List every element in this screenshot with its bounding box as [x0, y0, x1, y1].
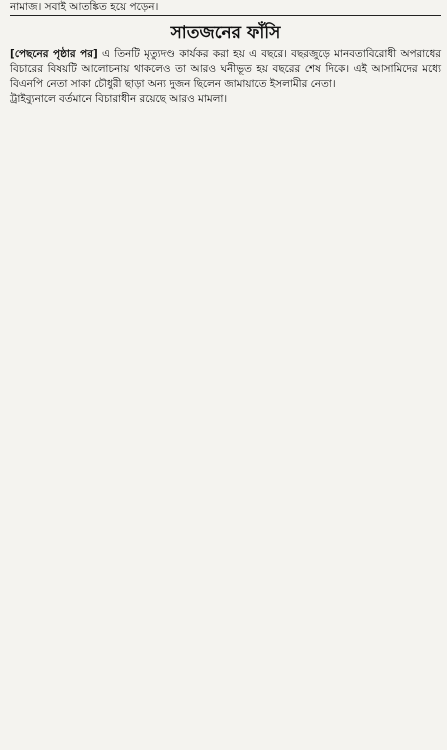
paragraph-text: এ তিনটি মৃত্যুদণ্ড কার্যকর করা হয় এ বছরে। বছরজুড়ে মানবতাবিরোধী অপরাধের বিচারের বিষয়টি আলোচনায় থাকলেও তা আরও ঘনীভূত হয় বছরের শেষ দিকে। এই আসামিদের মধ্যে বিএনপি নেতা সাকা চৌধুরী ছাড়া অন্য দুজন ছিলেন জামায়াতে ইসলামীর নেতা। — [10, 48, 441, 91]
article-headline: সাতজনের ফাঁসি — [170, 23, 281, 43]
headline-container — [10, 21, 441, 45]
continued-marker: [পেছনের পৃষ্ঠার পর] — [10, 48, 98, 60]
article-paragraph — [10, 92, 441, 107]
previous-article-fragment: নামাজ। সবাই আতঙ্কিত হয়ে পড়েন। — [10, 0, 441, 16]
article-body — [10, 47, 441, 107]
paragraph-text: ট্রাইব্যুনালে বর্তমানে বিচারাধীন রয়েছে আরও মামলা। — [10, 93, 228, 106]
article-paragraph — [10, 47, 441, 92]
